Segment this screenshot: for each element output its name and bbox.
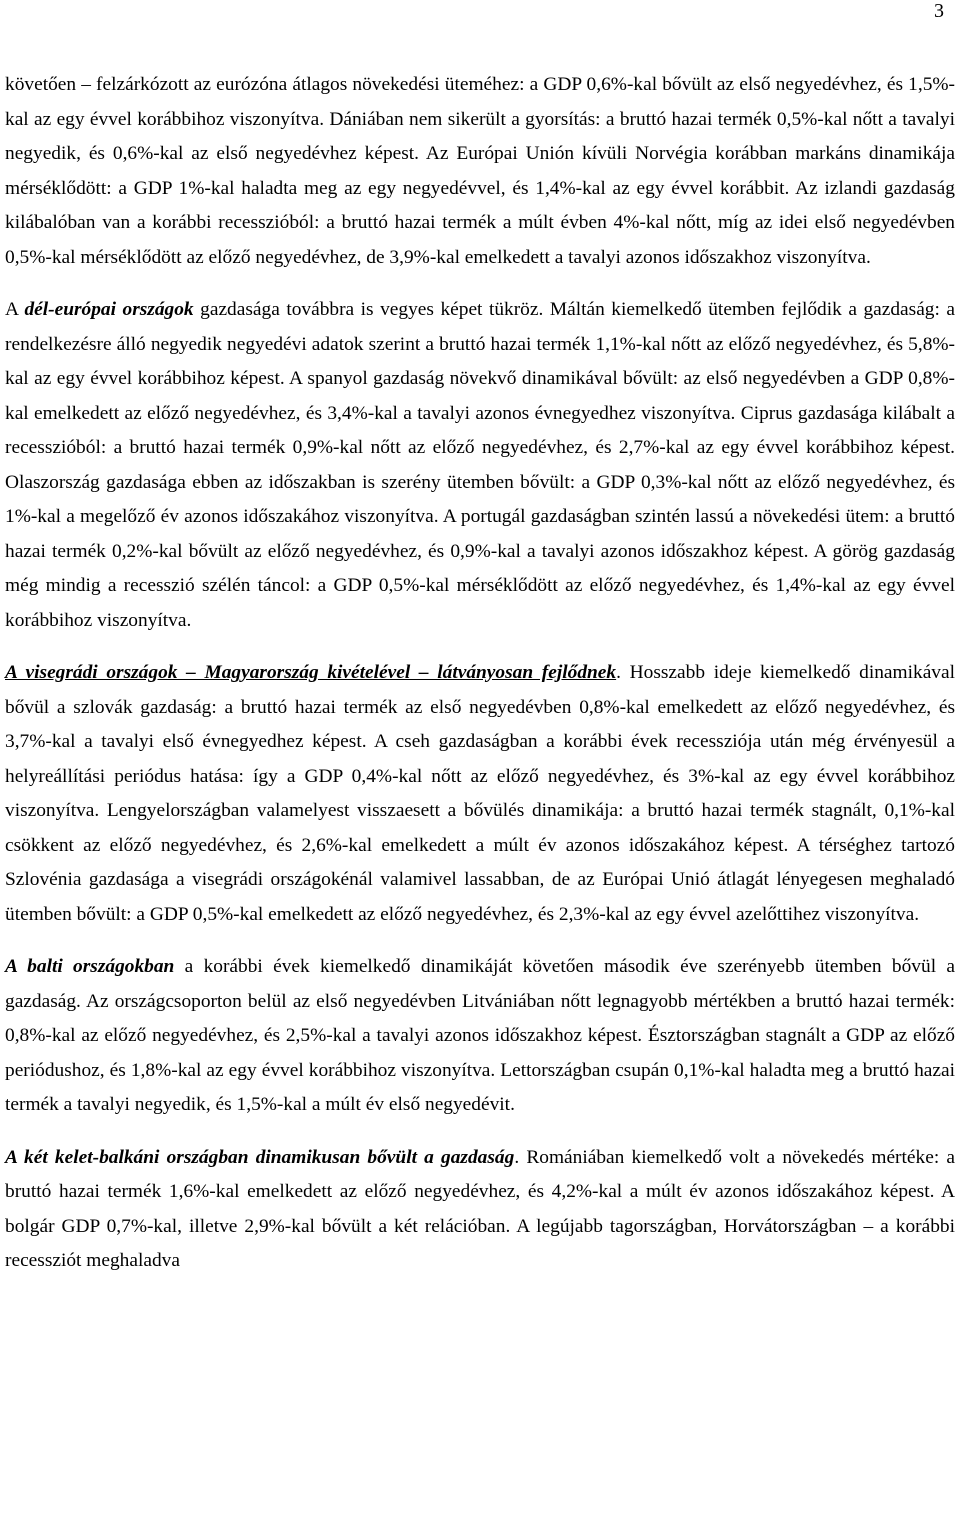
paragraph-text: gazdasága továbbra is vegyes képet tükröz. Máltán kiemelkedő ütemben fejlődik a gazdaság: a rendelkezésre álló negyedik negyedévi adatok szerint a bruttó hazai termék 1,1%-kal nőtt az előző negyedévhez, és 5,8%-kal az egy évvel korábbihoz képest. A spanyol gazdaság növekvő dinamikával bővült: az első negyedévben a GDP 0,8%-kal emelkedett az előző negyedévhez, és 3,4%-kal a tavalyi azonos évnegyedhez viszonyítva. Ciprus gazdasága kilábalt a recesszióból: a bruttó hazai termék 0,9%-kal nőtt az előző negyedévhez, és 2,7%-kal az egy évvel korábbihoz képest. Olaszország gazdasága ebben az időszakban is szerény ütemben bővült: a GDP 0,3%-kal nőtt az előző negyedévhez, és 1%-kal a megelőző év azonos időszakához viszonyítva. A portugál gazdaságban szintén lassú a növekedési ütem: a bruttó hazai termék 0,2%-kal bővült az előző negyedévhez, és 0,9%-kal a tavalyi azonos időszakhoz képest. A görög gazdaság még mindig a recesszió szélén táncol: a GDP 0,5%-kal mérséklődött az előző negyedévhez, és 1,4%-kal az egy évvel korábbihoz viszonyítva. [5, 299, 955, 631]
paragraph-lead: A visegrádi országok – Magyarország kivételével – látványosan fejlődnek [5, 662, 617, 683]
paragraph-south-europe [5, 293, 955, 638]
paragraph-lead: A balti országokban [5, 956, 175, 977]
paragraph-lead: dél-európai országok [24, 299, 194, 320]
paragraph-east-balkan [5, 1141, 955, 1279]
paragraph-text: . Romániában kiemelkedő volt a növekedés mértéke: a bruttó hazai termék 1,6%-kal emelkedett az előző negyedévhez, és 4,2%-kal a múlt év azonos időszakához képest. A bolgár GDP 0,7%-kal, illetve 2,9%-kal bővült a két relációban. A legújabb tagországban, Horvátországban – a korábbi recessziót meghaladva [5, 1146, 955, 1271]
paragraph-baltic [5, 950, 955, 1123]
paragraph-lead-prefix: A [5, 299, 25, 320]
paragraph-text: . Hosszabb ideje kiemelkedő dinamikával bővül a szlovák gazdaság: a bruttó hazai termék az első negyedévben 0,8%-kal emelkedett az előző negyedévhez, és 3,7%-kal a tavalyi első évnegyedhez képest. A cseh gazdaságban a korábbi évek recessziója után még érvényesül a helyreállítási periódus hatása: így a GDP 0,4%-kal nőtt az előző negyedévhez, és 3%-kal az egy évvel korábbihoz viszonyítva. Lengyelországban valamelyest visszaesett a bővülés dinamikája: a bruttó hazai termék stagnált, 0,1%-kal csökkent az előző negyedévhez, és 2,6%-kal emelkedett a múlt év azonos időszakához képest. A térséghez tartozó Szlovénia gazdasága a visegrádi országokénál valamivel lassabban, de az Európai Unió átlagát lényegesen meghaladó ütemben bővült: a GDP 0,5%-kal emelkedett az előző negyedévhez, és 2,3%-kal az egy évvel azelőttihez viszonyítva. [5, 662, 955, 925]
paragraph-visegrad [5, 656, 955, 932]
page-number: 3 [934, 0, 944, 22]
paragraph-nordic [5, 68, 955, 275]
paragraph-text: követően – felzárkózott az eurózóna átlagos növekedési üteméhez: a GDP 0,6%-kal bővült az első negyedévhez, és 1,5%-kal az egy évvel korábbihoz viszonyítva. Dániában nem sikerült a gyorsítás: a bruttó hazai termék 0,5%-kal nőtt a tavalyi negyedik, és 0,6%-kal az első negyedévhez képest. Az Európai Unión kívüli Norvégia korábban markáns dinamikája mérséklődött: a GDP 1%-kal haladta meg az egy negyedévvel, és 1,4%-kal az egy évvel korábbit. Az izlandi gazdaság kilábalóban van a korábbi recesszióból: a bruttó hazai termék a múlt évben 4%-kal nőtt, míg az idei első negyedévben 0,5%-kal mérséklődött az előző negyedévhez, de 3,9%-kal emelkedett a tavalyi azonos időszakhoz viszonyítva. [5, 74, 955, 268]
paragraph-lead: A két kelet-balkáni országban dinamikusan bővült a gazdaság [5, 1146, 515, 1168]
document-body [5, 68, 955, 1297]
paragraph-text: a korábbi évek kiemelkedő dinamikáját követően második éve szerényebb ütemben bővül a gazdaság. Az országcsoporton belül az első negyedévben Litvániában nőtt legnagyobb mértékben a bruttó hazai termék: 0,8%-kal az előző negyedévhez, és 2,5%-kal a tavalyi azonos időszakhoz képest. Észtországban stagnált a GDP az előző periódushoz, és 1,8%-kal az egy évvel korábbihoz viszonyítva. Lettországban csupán 0,1%-kal haladta meg a bruttó hazai termék a tavalyi negyedik, és 1,5%-kal a múlt év első negyedévit. [5, 956, 955, 1115]
